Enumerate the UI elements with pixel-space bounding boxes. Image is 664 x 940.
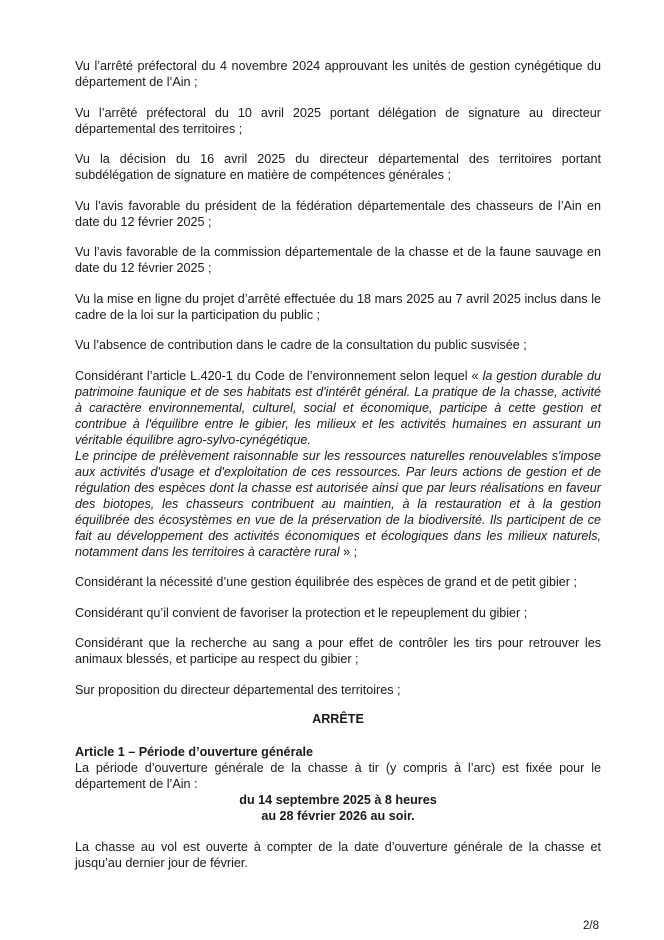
legal-quote-part1: la gestion durable du patrimoine faunique et de ses habitats est d'intérêt général. La pratique de la chasse, activité à caractère environnemental, culturel, social et économique, participe à cette gestion et contribue à l'équilibre entre le gibier, les milieux et les activités humaines en assurant un véritable équilibre agro-sylvo-cynégétique.: [75, 368, 601, 447]
considerant-paragraph: Considérant qu’il convient de favoriser la protection et le repeuplement du gibier ;: [75, 605, 528, 620]
considerant-intro: Considérant l’article L.420-1 du Code de l’environnement selon lequel «: [75, 368, 483, 383]
considerant-article-continuation: [75, 448, 601, 560]
visa-paragraph: Vu l’avis favorable du président de la fédération départementale des chasseurs de l’Ain en date du 12 février 2025 ;: [75, 198, 601, 229]
falconry-paragraph: La chasse au vol est ouverte à compter de la date d’ouverture générale de la chasse et jusqu’au dernier jour de février.: [75, 839, 601, 870]
opening-date: du 14 septembre 2025 à 8 heures: [239, 793, 437, 807]
visa-paragraph: Vu la mise en ligne du projet d’arrêté effectuée du 18 mars 2025 au 7 avril 2025 inclus dans le cadre de la loi sur la participation du public ;: [75, 291, 601, 322]
visa-paragraph: Vu l’arrêté préfectoral du 10 avril 2025 portant délégation de signature au directeur départemental des territoires ;: [75, 105, 601, 136]
article-heading: Article 1 – Période d’ouverture générale: [75, 745, 313, 759]
document-body: [75, 58, 601, 871]
considerant-paragraph: Considérant la nécessité d’une gestion équilibrée des espèces de grand et de petit gibier ;: [75, 575, 577, 589]
page-number: 2/8: [583, 920, 599, 932]
visa-paragraph: Vu l’absence de contribution dans le cadre de la consultation du public susvisée ;: [75, 338, 527, 352]
proposal-paragraph: Sur proposition du directeur départemental des territoires ;: [75, 682, 401, 697]
article-text: La période d’ouverture générale de la chasse à tir (y compris à l’arc) est fixée pour le département de l’Ain :: [75, 761, 601, 791]
visa-paragraph: Vu l’avis favorable de la commission départementale de la chasse et de la faune sauvage en date du 12 février 2025 ;: [75, 245, 601, 275]
visa-paragraph: Vu l’arrêté préfectoral du 4 novembre 2024 approuvant les unités de gestion cynégétique du département de l’Ain ;: [75, 59, 601, 89]
legal-quote-part2: Le principe de prélèvement raisonnable sur les ressources naturelles renouvelables s'impose aux activités d'usage et d'exploitation de ces ressources. Par leurs actions de gestion et de régulation des espèces dont la chasse est autorisée ainsi que par leurs réalisations en faveur des biotopes, les chasseurs contribuent au maintien, à la restauration et à la gestion équilibrée des écosystèmes en vue de la préservation de la biodiversité. Ils participent de ce fait au développement des activités économiques et écologiques dans les milieux naturels, notamment dans les territoires à caractère rural: [75, 448, 601, 559]
decision-title: ARRÊTE: [312, 712, 364, 726]
closing-date: au 28 février 2026 au soir.: [261, 809, 415, 823]
considerant-paragraph: Considérant que la recherche au sang a pour effet de contrôler les tirs pour retrouver les animaux blessés, et participe au respect du gibier ;: [75, 636, 601, 666]
quote-closing: » ;: [339, 544, 358, 559]
visa-paragraph: Vu la décision du 16 avril 2025 du directeur départemental des territoires portant subdélégation de signature en matière de compétences générales ;: [75, 152, 601, 182]
considerant-article-paragraph: [75, 368, 601, 448]
